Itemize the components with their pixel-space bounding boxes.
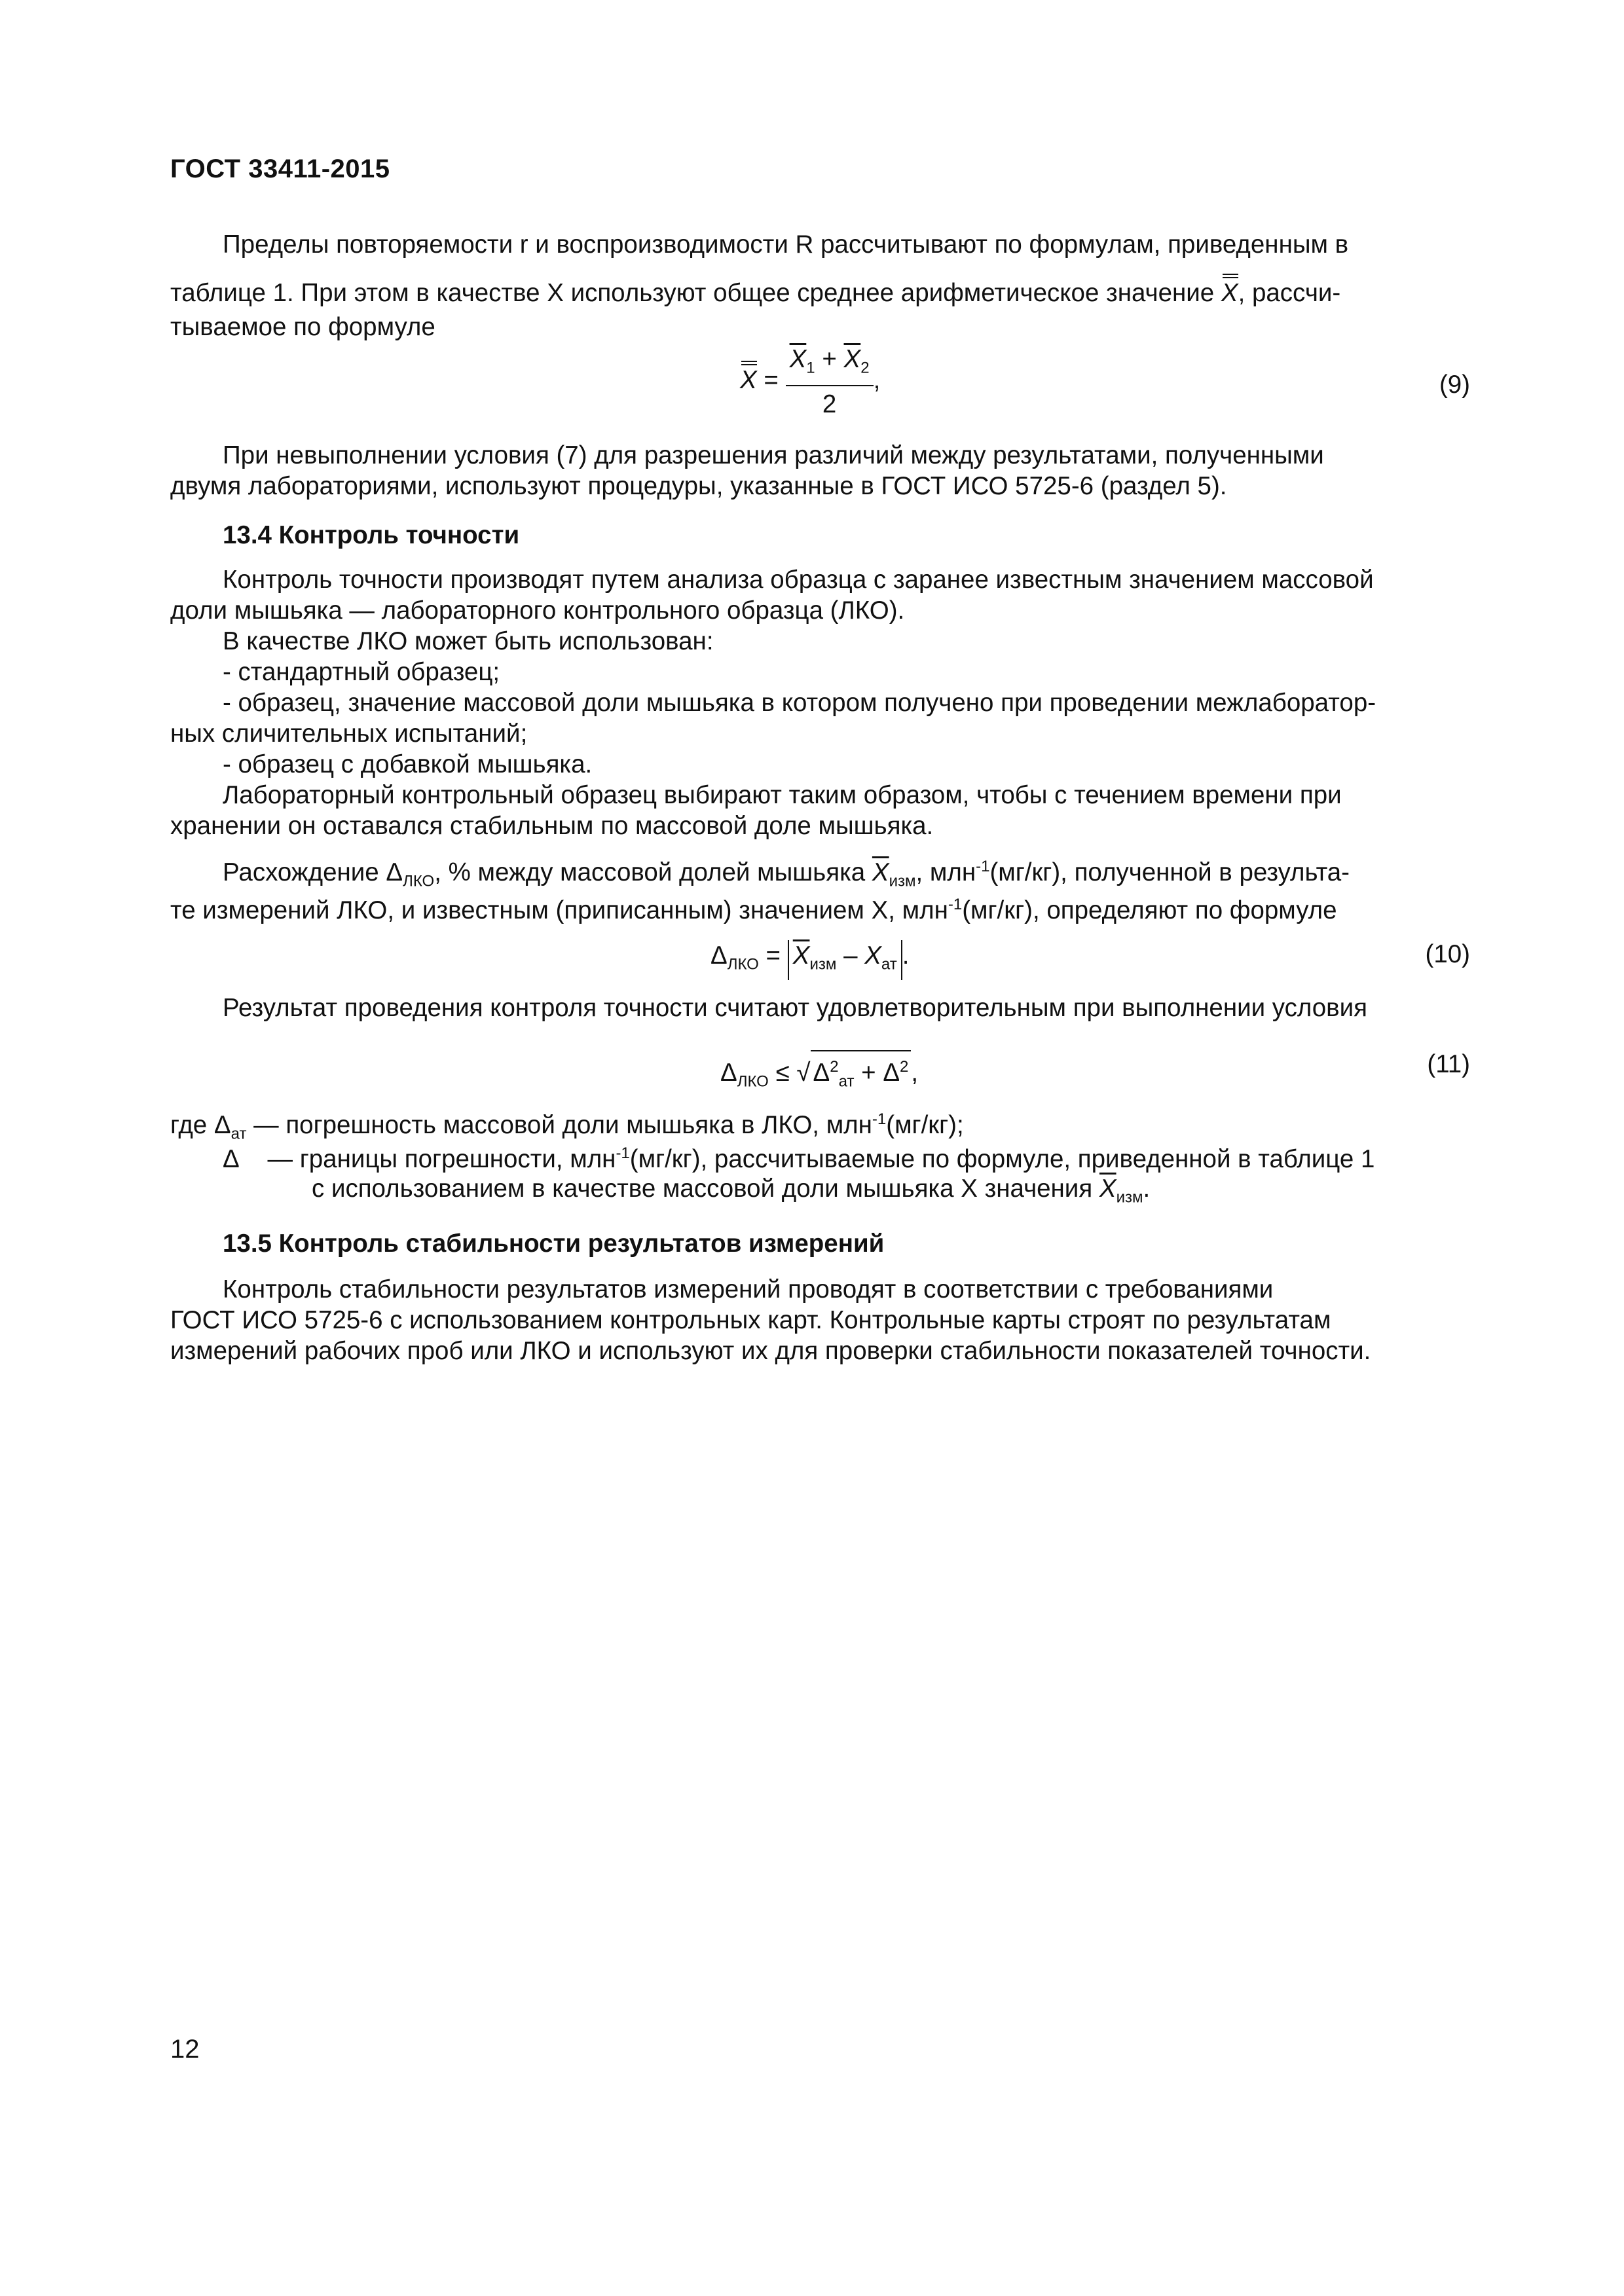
paragraph-limits-line1: Пределы повторяемости r и воспроизводимости R рассчитывают по формулам, приведенным в — [223, 230, 1349, 259]
x-bar-symbol: $\overline{X}$ — [792, 941, 810, 970]
text-fragment: с использованием в качестве массовой доли мышьяка X значения — [312, 1175, 1093, 1203]
text-fragment: (мг/кг), рассчитываемые по формуле, приведенной в таблице 1 — [629, 1144, 1375, 1173]
eq9-lhs: X — [740, 366, 757, 395]
x2: $\overline{X}$ — [843, 345, 861, 373]
text-fragment: — погрешность массовой доли мышьяка в ЛКО, млн — [253, 1110, 872, 1139]
equation-11: $\Delta_{ЛКО}$ ≤ √ $\Delta^2_{ат} + \Delta^2$ , — [720, 1050, 918, 1097]
eq9-denominator: 2 — [822, 390, 837, 418]
definition-delta-line2: с использованием в качестве массовой доли мышьяка X значения $\overline{X}_{изм}$. — [312, 1175, 1151, 1207]
radical-sign: √ — [796, 1058, 811, 1087]
delta-symbol: Δ — [710, 941, 728, 970]
section-13-5-title: 13.5 Контроль стабильности результатов измерений — [223, 1230, 885, 1258]
absolute-value — [788, 940, 902, 980]
s134-p2: В качестве ЛКО может быть использован: — [223, 627, 714, 655]
delta-symbol: Δ — [720, 1058, 737, 1087]
text-fragment: те измерений ЛКО, и известным (приписанным) значением X, млн — [170, 896, 948, 924]
text-fragment: (мг/кг); — [886, 1110, 964, 1139]
eq9-fraction — [786, 344, 874, 420]
sup-minus-one: -1 — [872, 1110, 887, 1128]
text-fragment: Расхождение — [223, 858, 379, 886]
plus: + — [861, 1058, 876, 1087]
text-fragment: (мг/кг), определяют по формуле — [962, 896, 1337, 924]
sup-minus-one: -1 — [976, 858, 990, 875]
text-fragment: — границы погрешности, млн — [267, 1144, 616, 1173]
text-fragment: таблице 1. При этом в качестве X используют общее среднее арифметическое значение — [170, 279, 1215, 307]
x-bar-symbol: $\overline{X}$ — [872, 858, 889, 886]
list-item-interlab-line2: ных сличительных испытаний; — [170, 720, 528, 748]
paragraph-limits-line2 — [170, 278, 1340, 308]
equation-10: $\Delta_{ЛКО} = \overline{X}_{изм} - X_{ат}$ . — [710, 940, 909, 980]
text-fragment: (мг/кг), полученной в результа- — [989, 858, 1350, 886]
sub-at: ат — [881, 955, 897, 974]
s135-line2: ГОСТ ИСО 5725-6 с использованием контрольных карт. Контрольные карты строят по результатам — [170, 1306, 1331, 1334]
symbol-x-double-bar: X — [1221, 279, 1238, 307]
x-bar-symbol: $\overline{X}$ — [1099, 1175, 1116, 1203]
delta-symbol: Δ — [386, 858, 403, 886]
sub-izm: изм — [809, 955, 837, 974]
sub-izm: изм — [1116, 1188, 1143, 1207]
text-fragment: , млн — [915, 858, 976, 886]
eq9-numerator: $\overline{X}_1 + \overline{X}_2$ — [786, 344, 874, 386]
paragraph-limits-line3: тываемое по формуле — [170, 313, 435, 341]
equation-11-number: (11) — [1427, 1050, 1470, 1078]
paragraph-condition-line1: При невыполнении условия (7) для разрешения различий между результатами, полученными — [223, 441, 1324, 469]
definition-delta-line1 — [223, 1138, 1375, 1175]
where-word: где — [170, 1110, 208, 1139]
sup-minus-one: -1 — [948, 896, 963, 913]
s135-line3: измерений рабочих проб или ЛКО и используют их для проверки стабильности показателей точности. — [170, 1337, 1371, 1365]
paragraph-condition-line2: двумя лабораториями, используют процедуры, указанные в ГОСТ ИСО 5725-6 (раздел 5). — [170, 472, 1227, 500]
section-13-4-title: 13.4 Контроль точности — [223, 521, 520, 549]
sup-two: 2 — [830, 1058, 839, 1076]
sup-minus-one: -1 — [616, 1144, 630, 1162]
s134-p5: Результат проведения контроля точности считают удовлетворительным при выполнении условия — [223, 994, 1367, 1022]
document-header: ГОСТ 33411-2015 — [170, 155, 390, 183]
s134-p1-line1: Контроль точности производят путем анализа образца с заранее известным значением массовой — [223, 566, 1374, 594]
x1: $\overline{X}$ — [789, 345, 807, 373]
s135-line1: Контроль стабильности результатов измерений проводят в соответствии с требованиями — [223, 1275, 1274, 1303]
s134-p3-line2: хранении он оставался стабильным по массовой доле мышьяка. — [170, 812, 934, 840]
sub-lko: ЛКО — [403, 872, 435, 890]
delta-symbol: Δ — [883, 1058, 900, 1087]
equation-10-number: (10) — [1425, 940, 1470, 968]
text-fragment: , рассчи- — [1238, 279, 1341, 307]
sub-lko: ЛКО — [727, 955, 759, 974]
s134-p4-line2 — [170, 889, 1337, 926]
delta-symbol: Δ — [813, 1058, 830, 1087]
sub-at: ат — [231, 1125, 247, 1143]
eq9-equals: = — [764, 366, 779, 395]
list-item-interlab-line1: - образец, значение массовой доли мышьяка в котором получено при проведении межлаборатор- — [223, 689, 1376, 717]
s134-p1-line2: доли мышьяка — лабораторного контрольного образца (ЛКО). — [170, 596, 905, 625]
radicand — [811, 1050, 912, 1097]
delta-symbol: Δ — [213, 1110, 231, 1139]
equation-9-number: (9) — [1439, 371, 1470, 399]
x-symbol: X — [864, 941, 881, 970]
sub-lko: ЛКО — [737, 1072, 769, 1091]
sub-at: ат — [838, 1072, 855, 1091]
le-sign: ≤ — [775, 1058, 790, 1087]
s134-p3-line1: Лабораторный контрольный образец выбирают таким образом, чтобы с течением времени при — [223, 781, 1342, 809]
list-item-additive: - образец с добавкой мышьяка. — [223, 750, 593, 778]
sub-izm: изм — [889, 872, 916, 890]
delta-symbol: Δ — [223, 1144, 240, 1173]
sup-two: 2 — [900, 1058, 909, 1076]
page-number: 12 — [170, 2035, 200, 2064]
list-item-standard: - стандартный образец; — [223, 658, 500, 686]
equation-9: X = $\frac{\overline{X}_1 + \overline{X}_2}{2}$ , — [740, 345, 881, 418]
text-fragment: , % между массовой долей мышьяка — [434, 858, 866, 886]
minus: – — [843, 941, 858, 970]
plus: + — [822, 345, 837, 373]
